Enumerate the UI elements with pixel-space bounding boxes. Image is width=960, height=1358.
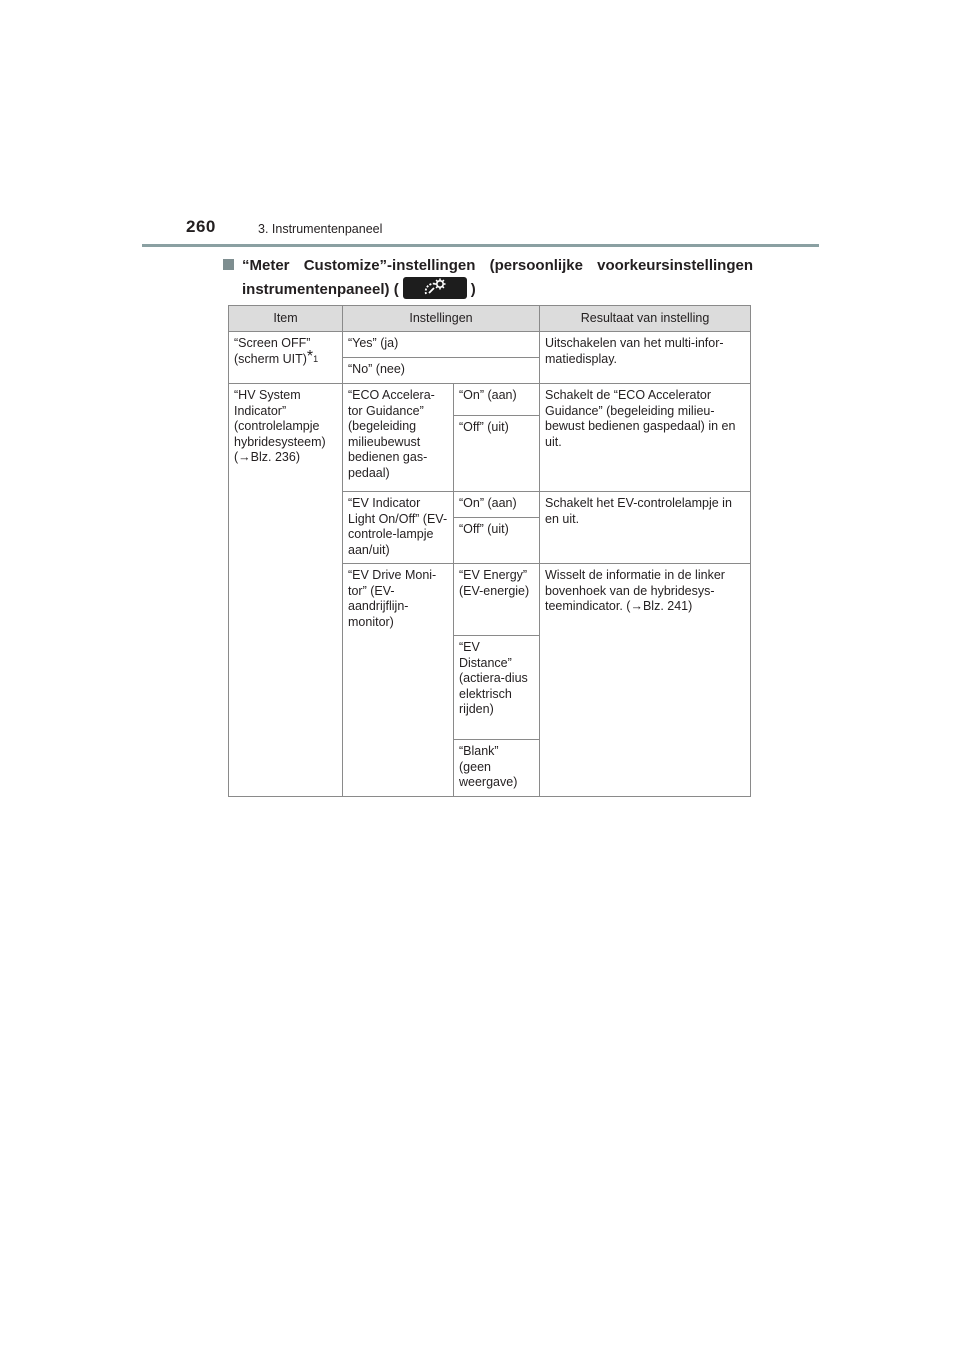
screen-off-yes: “Yes” (ja)	[343, 332, 540, 358]
header-divider	[142, 244, 819, 247]
table-row	[229, 384, 751, 416]
table-row	[229, 332, 751, 358]
hv-system-item: “HV System Indicator” (controlelampje hybridesysteem) (→Blz. 236)	[229, 384, 343, 797]
eco-result: Schakelt de “ECO Accelerator Guidance” (begeleiding milieu-bewust bedienen gaspedaal) in en uit.	[540, 384, 751, 492]
ev-light-off: “Off” (uit)	[454, 518, 540, 564]
ev-light-label: “EV Indicator Light On/Off” (EV-controle-lampje aan/uit)	[343, 492, 454, 564]
heading-line-2	[223, 277, 753, 301]
screen-off-result: Uitschakelen van het multi-infor-matiedisplay.	[540, 332, 751, 384]
header-settings: Instellingen	[343, 306, 540, 332]
page-number: 260	[186, 217, 216, 236]
footnote-number: 1	[313, 353, 319, 364]
screen-off-item-text: “Screen OFF” (scherm UIT)	[234, 336, 311, 366]
heading-line-1-text: “Meter Customize”-instellingen (persoonlijke voorkeursinstellingen	[242, 257, 753, 274]
chapter-title: 3. Instrumentenpaneel	[258, 222, 383, 236]
header-item: Item	[229, 306, 343, 332]
settings-table	[228, 305, 751, 797]
heading-line-2-prefix: instrumentenpaneel) (	[242, 281, 399, 298]
ev-monitor-blank: “Blank” (geen weergave)	[454, 740, 540, 797]
table-header-row	[229, 306, 751, 332]
ev-monitor-result: Wisselt de informatie in de linker bovenhoek van de hybridesys-teemindicator. (→Blz. 241)	[540, 564, 751, 797]
header-result: Resultaat van instelling	[540, 306, 751, 332]
ev-monitor-energy: “EV Energy” (EV-energie)	[454, 564, 540, 636]
heading-line-1	[223, 255, 753, 277]
eco-on: “On” (aan)	[454, 384, 540, 416]
footnote-star: *	[306, 347, 314, 365]
heading-line-2-suffix: )	[470, 281, 476, 298]
screen-off-item	[229, 332, 343, 384]
ev-monitor-distance: “EV Distance” (actiera-dius elektrisch rijden)	[454, 636, 540, 740]
section-heading	[223, 255, 753, 301]
ev-light-result: Schakelt het EV-controlelampje in en uit.	[540, 492, 751, 564]
eco-off: “Off” (uit)	[454, 416, 540, 492]
ev-light-on: “On” (aan)	[454, 492, 540, 518]
ev-monitor-label: “EV Drive Moni-tor” (EV-aandrijflijn-monitor)	[343, 564, 454, 797]
meter-customize-icon	[403, 277, 467, 299]
eco-guidance-label: “ECO Accelera-tor Guidance” (begeleiding milieubewust bedienen gas-pedaal)	[343, 384, 454, 492]
square-bullet-icon	[223, 259, 234, 270]
screen-off-no: “No” (nee)	[343, 358, 540, 384]
